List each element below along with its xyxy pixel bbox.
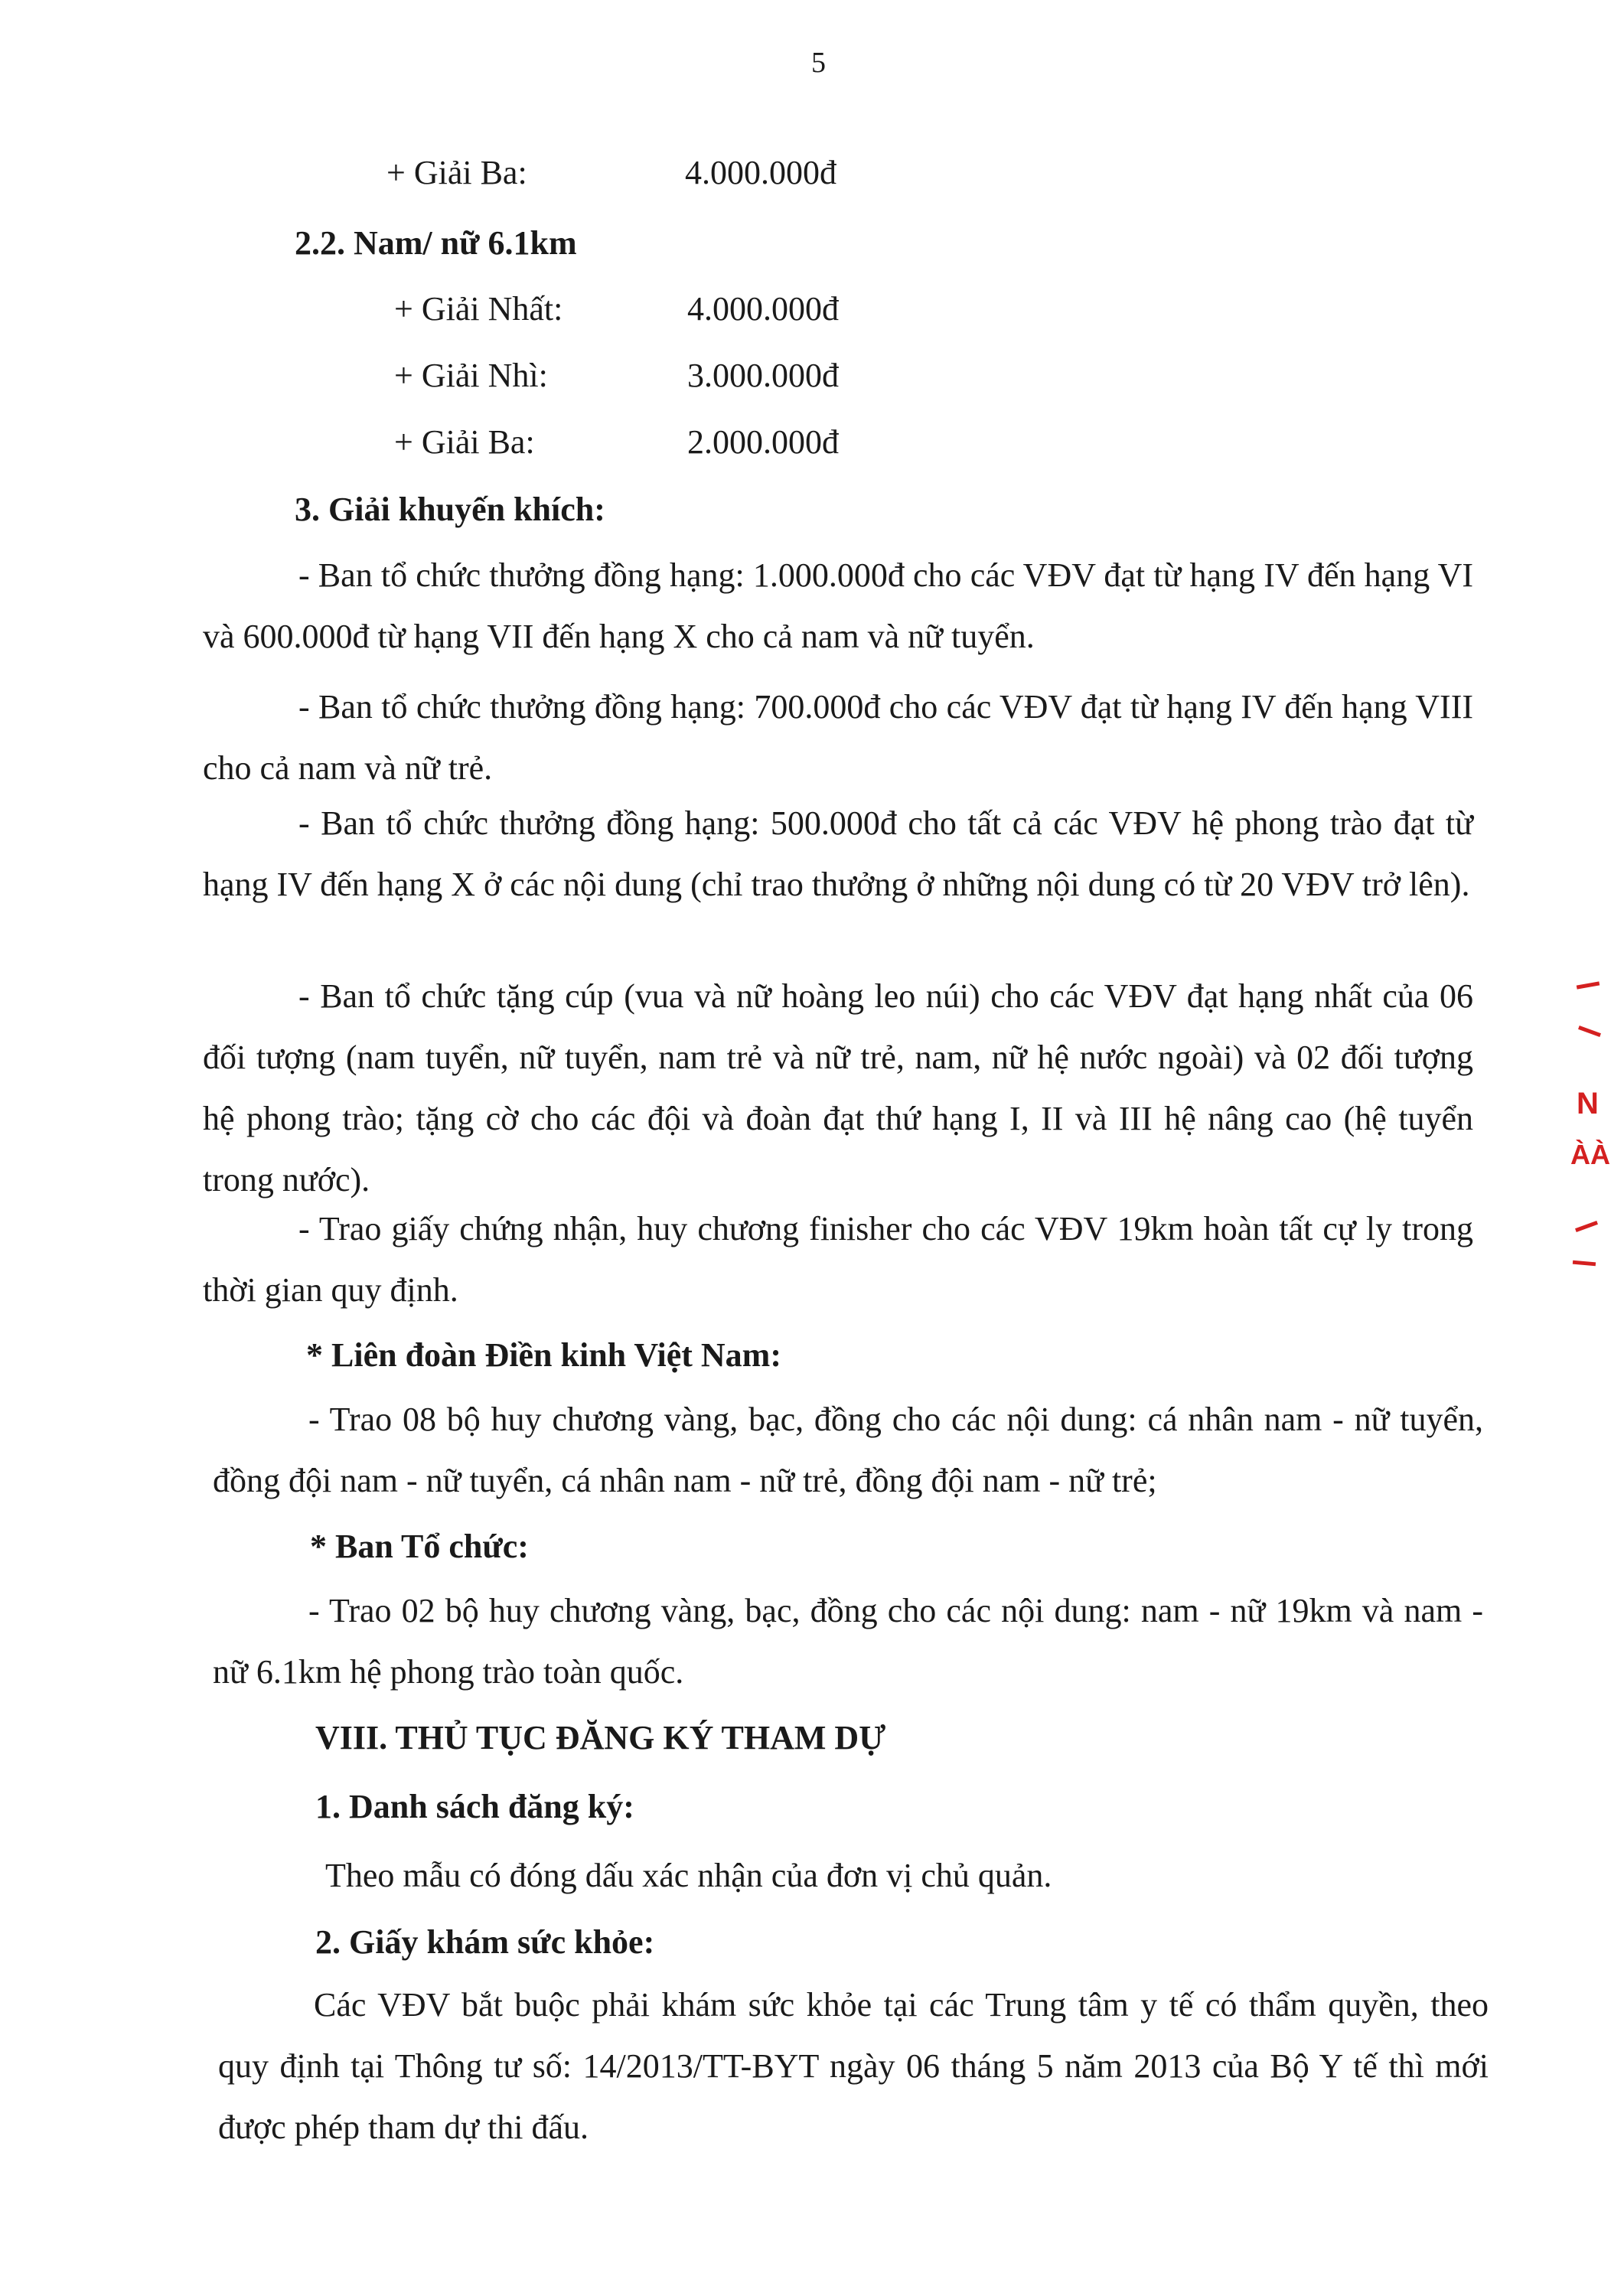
prize-second-label: + Giải Nhì: bbox=[394, 357, 548, 394]
federation-paragraph: - Trao 08 bộ huy chương vàng, bạc, đồng cho các nội dung: cá nhân nam - nữ tuyển, đồng đội nam - nữ tuyển, cá nhân nam - nữ trẻ, đồng đội nam - nữ trẻ; bbox=[213, 1401, 1483, 1499]
registration-list-text: Theo mẫu có đóng dấu xác nhận của đơn vị chủ quản. bbox=[325, 1857, 1052, 1894]
encouragement-paragraph-1: - Ban tổ chức thưởng đồng hạng: 1.000.000đ cho các VĐV đạt từ hạng IV đến hạng VI và 600.000đ từ hạng VII đến hạng X cho cả nam và nữ tuyển. bbox=[203, 556, 1473, 655]
encouragement-paragraph-4: - Ban tổ chức tặng cúp (vua và nữ hoàng leo núi) cho các VĐV đạt hạng nhất của 06 đối tượng (nam tuyển, nữ tuyển, nam trẻ và nữ trẻ, nam, nữ hệ nước ngoài) và 02 đối tượng hệ phong trào; tặng cờ cho các đội và đoàn đạt thứ hạng I, II và III hệ nâng cao (hệ tuyển trong nước). bbox=[203, 977, 1473, 1199]
registration-list-heading: 1. Danh sách đăng ký: bbox=[315, 1788, 634, 1825]
stamp-mark-3 bbox=[1575, 1221, 1598, 1232]
stamp-mark-1 bbox=[1577, 981, 1600, 989]
prize-first-amount: 4.000.000đ bbox=[687, 290, 839, 328]
stamp-mark-2 bbox=[1578, 1026, 1601, 1037]
section-2-2-heading: 2.2. Nam/ nữ 6.1km bbox=[295, 224, 577, 262]
prize-third-amount: 2.000.000đ bbox=[687, 423, 839, 461]
prize-third-label-top: + Giải Ba: bbox=[386, 154, 527, 191]
stamp-letter-n: N bbox=[1577, 1087, 1599, 1120]
stamp-mark-4 bbox=[1573, 1261, 1596, 1267]
encouragement-paragraph-5: - Trao giấy chứng nhận, huy chương finisher cho các VĐV 19km hoàn tất cự ly trong thời gian quy định. bbox=[203, 1210, 1473, 1309]
prize-second-amount: 3.000.000đ bbox=[687, 357, 839, 394]
prize-third-label: + Giải Ba: bbox=[394, 423, 535, 461]
federation-heading: * Liên đoàn Điền kinh Việt Nam: bbox=[306, 1336, 781, 1374]
page-number: 5 bbox=[811, 47, 826, 79]
stamp-letter-a: ÀÀ bbox=[1570, 1139, 1610, 1170]
section-8-heading: VIII. THỦ TỤC ĐĂNG KÝ THAM DỰ bbox=[315, 1719, 886, 1756]
section-3-heading: 3. Giải khuyến khích: bbox=[295, 491, 605, 528]
encouragement-paragraph-2: - Ban tổ chức thưởng đồng hạng: 700.000đ cho các VĐV đạt từ hạng IV đến hạng VIII cho cả nam và nữ trẻ. bbox=[203, 688, 1473, 787]
organizers-paragraph: - Trao 02 bộ huy chương vàng, bạc, đồng cho các nội dung: nam - nữ 19km và nam - nữ 6.1km hệ phong trào toàn quốc. bbox=[213, 1592, 1483, 1691]
health-check-text: Các VĐV bắt buộc phải khám sức khỏe tại các Trung tâm y tế có thẩm quyền, theo quy định tại Thông tư số: 14/2013/TT-BYT ngày 06 tháng 5 năm 2013 của Bộ Y tế thì mới được phép tham dự thi đấu. bbox=[218, 1986, 1489, 2146]
prize-first-label: + Giải Nhất: bbox=[394, 290, 563, 328]
organizers-heading: * Ban Tổ chức: bbox=[310, 1528, 529, 1565]
health-check-heading: 2. Giấy khám sức khỏe: bbox=[315, 1923, 655, 1961]
prize-third-amount-top: 4.000.000đ bbox=[685, 154, 836, 191]
encouragement-paragraph-3: - Ban tổ chức thưởng đồng hạng: 500.000đ cho tất cả các VĐV hệ phong trào đạt từ hạng IV đến hạng X ở các nội dung (chỉ trao thưởng ở những nội dung có từ 20 VĐV trở lên). bbox=[203, 804, 1473, 903]
